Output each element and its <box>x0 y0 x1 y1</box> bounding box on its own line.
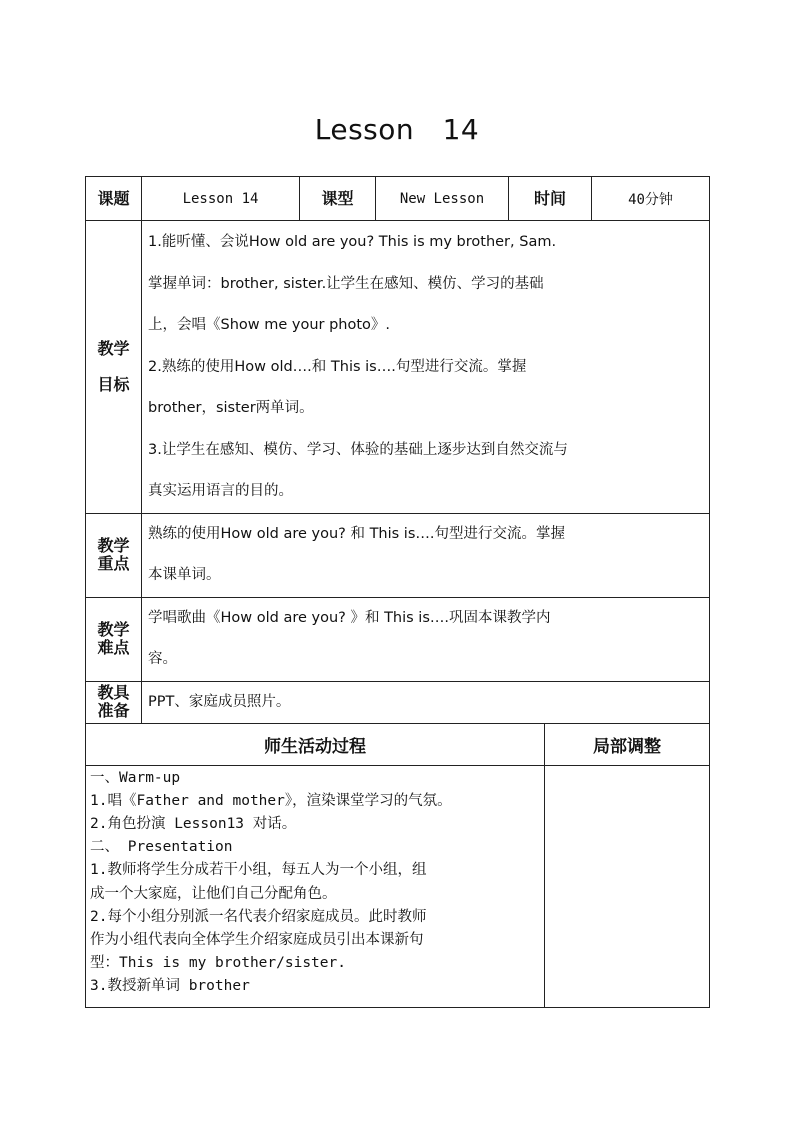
objectives-line: 2.熟练的使用How old….和 This is….句型进行交流。掌握 <box>148 358 527 375</box>
type-value: New Lesson <box>376 177 509 221</box>
adjust-header: 局部调整 <box>545 723 710 765</box>
objectives-row <box>86 221 710 514</box>
objectives-label-line2: 目标 <box>97 374 130 394</box>
process-line: 2.角色扮演 Lesson13 对话。 <box>90 815 297 832</box>
difficulties-line: 容。 <box>148 651 177 667</box>
key-points-line: 熟练的使用How old are you? 和 This is….句型进行交流。掌握 <box>148 525 566 542</box>
difficulties-line: 学唱歌曲《How old are you? 》和 This is….巩固本课教学内 <box>148 609 551 626</box>
key-points-row <box>86 513 710 597</box>
materials-row <box>86 681 710 723</box>
time-value: 40分钟 <box>592 177 710 221</box>
process-line: 型：This is my brother/sister. <box>90 955 346 972</box>
process-content <box>86 765 545 1007</box>
objectives-line: 上，会唱《Show me your photo》. <box>148 317 391 333</box>
process-line: 作为小组代表向全体学生介绍家庭成员引出本课新句 <box>90 931 424 948</box>
materials-label <box>86 681 142 723</box>
type-label: 课型 <box>300 177 376 221</box>
objectives-line: 真实运用语言的目的。 <box>148 483 293 499</box>
objectives-line: 1.能听懂、会说How old are you? This is my brother, Sam. <box>148 234 557 250</box>
process-line: 1.唱《Father and mother》，渲染课堂学习的气氛。 <box>90 792 452 809</box>
process-line: 3.教授新单词 brother <box>90 978 250 995</box>
difficulties-row <box>86 597 710 681</box>
page-title: Lesson 14 <box>314 113 480 146</box>
difficulties-label-line1: 教学 <box>97 620 130 639</box>
materials-content: PPT、家庭成员照片。 <box>142 681 710 723</box>
key-points-content <box>142 513 710 597</box>
difficulties-label <box>86 597 142 681</box>
process-header: 师生活动过程 <box>86 723 545 765</box>
objectives-line: 掌握单词：brother, sister.让学生在感知、模仿、学习的基础 <box>148 275 544 292</box>
lesson-plan-table <box>85 176 710 1008</box>
process-line: 二、 Presentation <box>90 839 233 856</box>
key-points-line: 本课单词。 <box>148 567 221 583</box>
topic-value: Lesson 14 <box>142 177 300 221</box>
difficulties-label-line2: 难点 <box>97 638 130 657</box>
time-label: 时间 <box>509 177 592 221</box>
objectives-label-line1: 教学 <box>97 338 130 358</box>
process-line: 1.教师将学生分成若干小组，每五人为一个小组，组 <box>90 862 427 879</box>
process-line: 一、Warm-up <box>90 769 181 786</box>
objectives-content <box>142 221 710 514</box>
process-content-row <box>86 765 710 1007</box>
key-points-label-line2: 重点 <box>97 554 130 573</box>
materials-label-line2: 准备 <box>97 701 130 720</box>
objectives-label <box>86 221 142 514</box>
process-header-row <box>86 723 710 765</box>
process-line: 成一个大家庭，让他们自己分配角色。 <box>90 885 337 902</box>
topic-label: 课题 <box>86 177 142 221</box>
objectives-line: brother，sister两单词。 <box>148 400 314 416</box>
key-points-label-line1: 教学 <box>97 536 130 555</box>
materials-label-line1: 教具 <box>97 683 130 702</box>
objectives-line: 3.让学生在感知、模仿、学习、体验的基础上逐步达到自然交流与 <box>148 441 568 458</box>
key-points-label <box>86 513 142 597</box>
adjust-content <box>545 765 710 1007</box>
header-row <box>86 177 710 221</box>
process-line: 2.每个小组分别派一名代表介绍家庭成员。此时教师 <box>90 908 427 925</box>
difficulties-content <box>142 597 710 681</box>
